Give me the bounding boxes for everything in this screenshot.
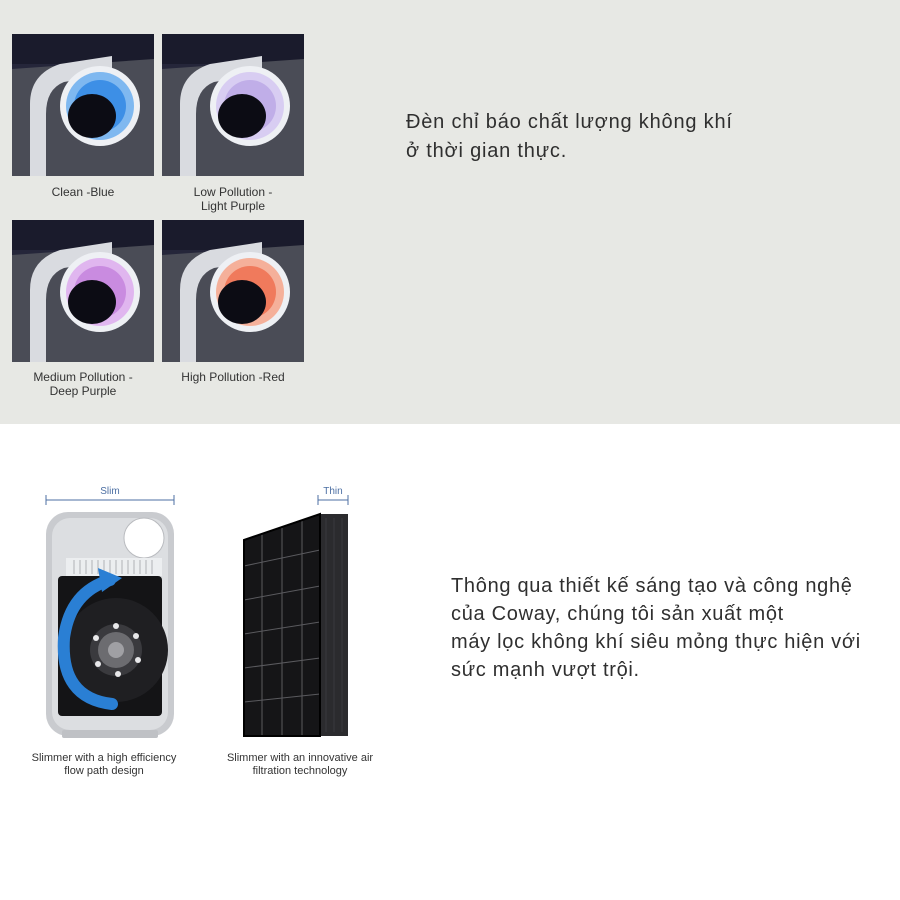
indicator-photo-high-pollution [162,220,304,362]
filter-illustration [240,510,352,740]
indicator-section [0,0,900,424]
slim-dimension-line [44,494,176,506]
indicator-photo-low-pollution [162,34,304,176]
indicator-photo-clean [12,34,154,176]
filter-caption: Slimmer with an innovative air filtration technology [226,752,374,777]
design-description: Thông qua thiết kế sáng tạo và công nghệ của Coway, chúng tôi sản xuất một máy lọc không khí siêu mỏng thực hiện với sức mạnh vượt trội. [451,575,861,681]
indicator-caption-high-pollution: High Pollution -Red [181,370,285,384]
indicator-caption-clean: Clean -Blue [51,185,115,199]
indicator-caption-medium-pollution: Medium Pollution - Deep Purple [33,370,133,398]
purifier-illustration [40,508,180,744]
indicator-description: Đèn chỉ báo chất lượng không khí ở thời gian thực. [406,111,733,162]
indicator-caption-low-pollution: Low Pollution - Light Purple [193,185,273,213]
thin-dimension-line [316,494,350,506]
purifier-caption: Slimmer with a high efficiency flow path design [31,752,177,777]
thin-dimension-label: Thin [323,486,343,497]
indicator-photo-medium-pollution [12,220,154,362]
slim-dimension-label: Slim [100,486,120,497]
